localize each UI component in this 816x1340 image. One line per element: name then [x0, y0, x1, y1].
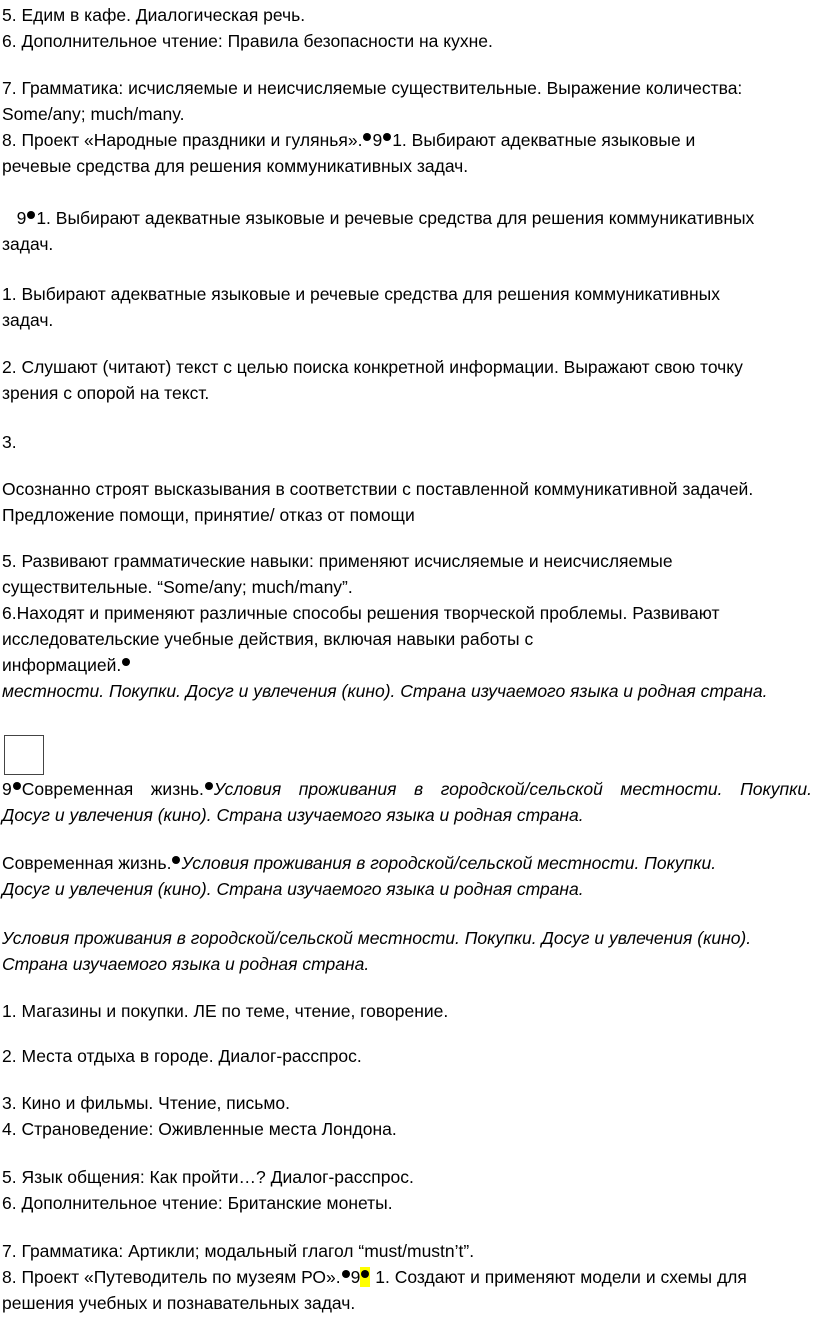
text-run: Современная жизнь.	[21, 779, 204, 799]
text-run: Условия проживания в городской/сельской местности. Покупки.	[213, 779, 812, 799]
bullet-icon	[13, 782, 21, 790]
text-run: Условия проживания в городской/сельской местности. Покупки. Досуг и увлечения (кино).	[2, 928, 752, 948]
text-line	[2, 951, 751, 977]
paragraph-modern-life-2	[2, 850, 716, 902]
text-run: Досуг и увлечения (кино). Страна изучаемого языка и родная страна.	[2, 805, 584, 825]
text-line: исследовательские учебные действия, включая навыки работы с	[2, 629, 534, 649]
text-run: Современная жизнь.	[2, 853, 172, 873]
text-run: 9	[350, 1267, 361, 1287]
text-run: 9	[372, 130, 383, 150]
text-line: 5. Развивают грамматические навыки: применяют исчисляемые и неисчисляемые	[2, 551, 673, 571]
text-line: существительные. “Some/any; much/many”.	[2, 577, 353, 597]
text-line: Предложение помощи, принятие/ отказ от помощи	[2, 505, 415, 525]
text-line: 2. Слушают (читают) текст с целью поиска конкретной информации. Выражают свою точку	[2, 357, 743, 377]
bullet-icon	[27, 211, 35, 219]
text-run: 8. Проект «Народные праздники и гулянья».	[2, 130, 363, 150]
text-line	[2, 678, 767, 704]
text-run: местности. Покупки. Досуг и увлечения (кино). Страна изучаемого языка и родная страна.	[2, 681, 768, 701]
text-line: задач.	[2, 234, 54, 254]
text-line: 5. Едим в кафе. Диалогическая речь.	[2, 5, 306, 25]
paragraph-living-conditions	[2, 925, 751, 977]
text-line: 7. Грамматика: Артикли; модальный глагол “must/mustn’t”.	[2, 1241, 475, 1261]
text-line: 5. Язык общения: Как пройти…? Диалог-расспрос.	[2, 1167, 414, 1187]
paragraph-grammar-articles	[2, 1238, 747, 1316]
bullet-icon	[383, 133, 391, 141]
bullet-icon	[361, 1270, 369, 1278]
text-line: 1. Выбирают адекватные языковые и речевые средства для решения коммуникативных	[2, 284, 720, 304]
paragraph-places	[2, 1043, 362, 1069]
paragraph-item-5	[2, 548, 767, 704]
text-line: речевые средства для решения коммуникативных задач.	[2, 156, 469, 176]
text-line: задач.	[2, 310, 54, 330]
checkbox-box[interactable]	[4, 735, 44, 775]
text-run: Страна изучаемого языка и родная страна.	[2, 954, 370, 974]
text-line	[2, 850, 716, 876]
text-run: Досуг и увлечения (кино). Страна изучаемого языка и родная страна.	[2, 879, 584, 899]
text-run: информацией.	[2, 655, 122, 675]
paragraph-item-3	[2, 429, 17, 455]
text-line	[2, 925, 751, 951]
text-run: 9	[2, 779, 12, 799]
text-run: 1. Создают и применяют модели и схемы для	[370, 1267, 747, 1287]
bullet-icon	[342, 1270, 350, 1278]
text-line	[2, 205, 754, 231]
text-line: 6. Дополнительное чтение: Британские монеты.	[2, 1193, 393, 1213]
paragraph-statements	[2, 476, 753, 528]
text-run: 1. Выбирают адекватные языковые и речевые средства для решения коммуникативных	[36, 208, 755, 228]
paragraph-item-1	[2, 281, 720, 333]
text-line	[2, 876, 716, 902]
text-line: 3.	[2, 432, 17, 452]
paragraph-cafe	[2, 2, 493, 54]
text-run: 9	[2, 208, 27, 228]
text-line	[2, 802, 812, 828]
text-line: 2. Места отдыха в городе. Диалог-расспрос.	[2, 1046, 362, 1066]
text-line	[2, 652, 767, 678]
text-line	[2, 776, 812, 802]
highlight-mark	[360, 1267, 370, 1287]
paragraph-language	[2, 1164, 414, 1216]
text-line: Some/any; much/many.	[2, 104, 185, 124]
text-line: 1. Магазины и покупки. ЛЕ по теме, чтение, говорение.	[2, 1001, 449, 1021]
text-run: 1. Выбирают адекватные языковые и	[392, 130, 696, 150]
text-line: 6.Находят и применяют различные способы решения творческой проблемы. Развивают	[2, 603, 720, 623]
bullet-icon	[363, 133, 371, 141]
paragraph-shops	[2, 998, 448, 1024]
paragraph-item-2	[2, 354, 743, 406]
text-run: Условия проживания в городской/сельской местности. Покупки.	[181, 853, 717, 873]
text-run: 8. Проект «Путеводитель по музеям РО».	[2, 1267, 341, 1287]
text-line: зрения с опорой на текст.	[2, 383, 210, 403]
text-line	[2, 1264, 747, 1290]
paragraph-cinema	[2, 1090, 397, 1142]
text-line: 6. Дополнительное чтение: Правила безопасности на кухне.	[2, 31, 493, 51]
text-line: 4. Страноведение: Оживленные места Лондона.	[2, 1119, 397, 1139]
text-line: Осознанно строят высказывания в соответствии с поставленной коммуникативной задачей.	[2, 479, 754, 499]
bullet-icon	[205, 782, 213, 790]
bullet-icon	[122, 658, 130, 666]
bullet-icon	[172, 856, 180, 864]
text-line	[2, 127, 742, 153]
text-line: решения учебных и познавательных задач.	[2, 1293, 356, 1313]
paragraph-grammar	[2, 75, 742, 179]
paragraph-select-means	[2, 205, 754, 257]
text-line: 7. Грамматика: исчисляемые и неисчисляемые существительные. Выражение количества:	[2, 78, 743, 98]
paragraph-modern-life	[2, 776, 812, 828]
text-line: 3. Кино и фильмы. Чтение, письмо.	[2, 1093, 291, 1113]
